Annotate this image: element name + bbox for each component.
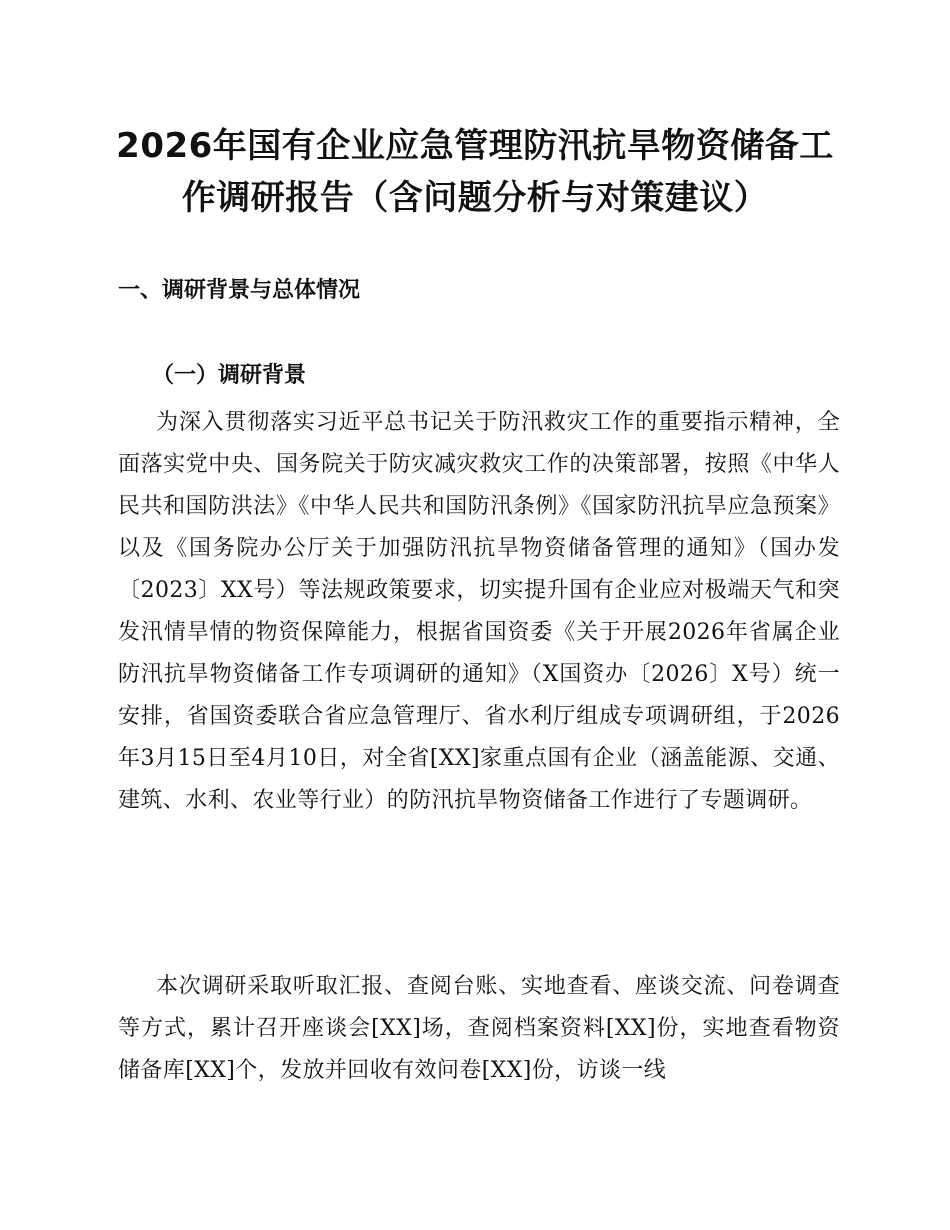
subsection-heading: （一）调研背景 [152,362,307,388]
body-paragraph-2: 本次调研采取听取汇报、查阅台账、实地查看、座谈交流、问卷调查等方式，累计召开座谈会[XX]场，查阅档案资料[XX]份，实地查看物资储备库[XX]个，发放并回收有效问卷[XX]份，访谈一线 [118,974,840,1083]
page-title: 2026年国有企业应急管理防汛抗旱物资储备工作调研报告（含问题分析与对策建议） [116,126,834,218]
body-paragraph-1: 为深入贯彻落实习近平总书记关于防汛救灾工作的重要指示精神，全面落实党中央、国务院关于防灾减灾救灾工作的决策部署，按照《中华人民共和国防洪法》《中华人民共和国防汛条例》《国家防汛抗旱应急预案》以及《国务院办公厅关于加强防汛抗旱物资储备管理的通知》（国办发〔2023〕XX号）等法规政策要求，切实提升国有企业应对极端天气和突发汛情旱情的物资保障能力，根据省国资委《关于开展2026年省属企业防汛抗旱物资储备工作专项调研的通知》（X国资办〔2026〕X号）统一安排，省国资委联合省应急管理厅、省水利厅组成专项调研组，于2026年3月15日至4月10日，对全省[XX]家重点国有企业（涵盖能源、交通、建筑、水利、农业等行业）的防汛抗旱物资储备工作进行了专题调研。 [118,410,840,813]
section-heading: 一、调研背景与总体情况 [118,278,361,303]
